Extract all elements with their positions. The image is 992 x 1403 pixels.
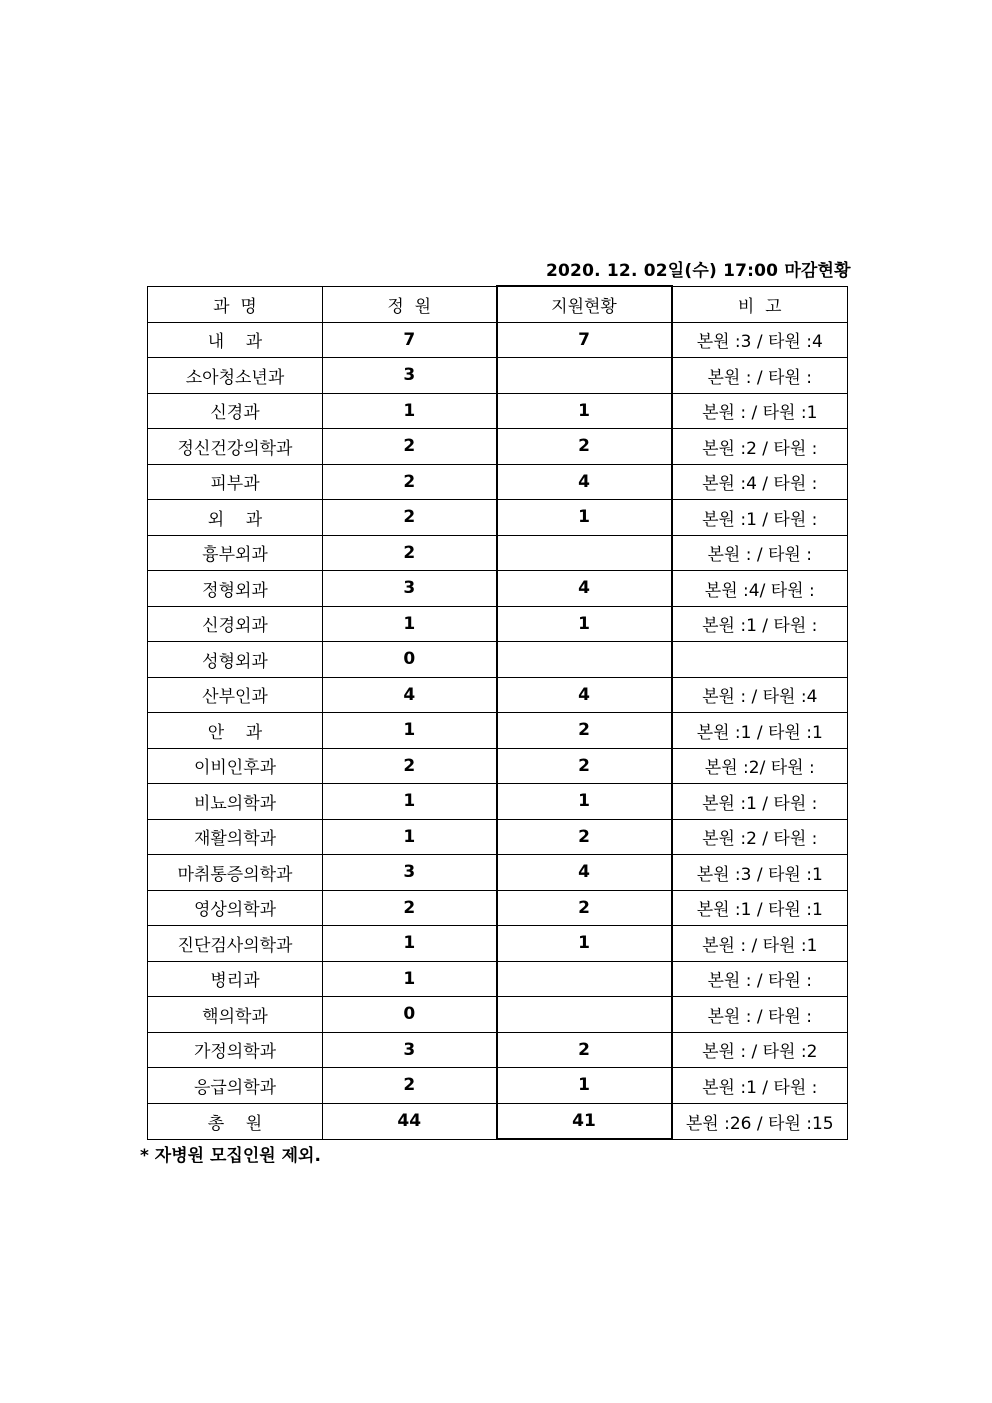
- cell-note: 본원 :3 / 타원 :1: [672, 855, 848, 891]
- cell-quota: 44: [323, 1103, 497, 1139]
- cell-applied: 2: [497, 819, 672, 855]
- table-row: [148, 642, 848, 678]
- table-row: [148, 606, 848, 642]
- cell-quota: 1: [323, 961, 497, 997]
- cell-quota: 2: [323, 1068, 497, 1104]
- cell-quota: 2: [323, 500, 497, 536]
- cell-applied: 1: [497, 606, 672, 642]
- cell-department: 병리과: [148, 961, 323, 997]
- cell-note: 본원 :3 / 타원 :4: [672, 322, 848, 358]
- cell-applied: 4: [497, 464, 672, 500]
- cell-department: 산부인과: [148, 677, 323, 713]
- cell-applied: 2: [497, 429, 672, 465]
- cell-applied: 1: [497, 926, 672, 962]
- cell-department: 이비인후과: [148, 748, 323, 784]
- table-row: [148, 926, 848, 962]
- cell-quota: 3: [323, 1032, 497, 1068]
- cell-department: 흉부외과: [148, 535, 323, 571]
- cell-note: 본원 :1 / 타원 :1: [672, 890, 848, 926]
- cell-quota: 3: [323, 571, 497, 607]
- cell-quota: 1: [323, 606, 497, 642]
- column-header-quota: 정 원: [323, 286, 497, 322]
- table-row: [148, 890, 848, 926]
- table-row: [148, 961, 848, 997]
- table-row: [148, 713, 848, 749]
- cell-applied: 2: [497, 1032, 672, 1068]
- cell-applied: [497, 961, 672, 997]
- cell-quota: 2: [323, 429, 497, 465]
- cell-note: 본원 : / 타원 :: [672, 961, 848, 997]
- cell-department: 정형외과: [148, 571, 323, 607]
- cell-quota: 1: [323, 926, 497, 962]
- table-row: [148, 358, 848, 394]
- cell-quota: 2: [323, 464, 497, 500]
- cell-department: 피부과: [148, 464, 323, 500]
- cell-quota: 1: [323, 819, 497, 855]
- cell-applied: 2: [497, 890, 672, 926]
- cell-department: 내 과: [148, 322, 323, 358]
- table-row: [148, 464, 848, 500]
- cell-note: 본원 : / 타원 :2: [672, 1032, 848, 1068]
- cell-quota: 1: [323, 713, 497, 749]
- cell-department: 성형외과: [148, 642, 323, 678]
- cell-applied: 1: [497, 500, 672, 536]
- cell-department: 안 과: [148, 713, 323, 749]
- table-row: [148, 429, 848, 465]
- cell-quota: 3: [323, 855, 497, 891]
- cell-department: 총 원: [148, 1103, 323, 1139]
- footnote: * 자병원 모집인원 제외.: [140, 1146, 321, 1166]
- cell-note: 본원 :2 / 타원 :: [672, 819, 848, 855]
- cell-note: 본원 :2/ 타원 :: [672, 748, 848, 784]
- cell-note: 본원 : / 타원 :: [672, 358, 848, 394]
- cell-quota: 1: [323, 784, 497, 820]
- cell-department: 핵의학과: [148, 997, 323, 1033]
- table-row: [148, 748, 848, 784]
- cell-quota: 1: [323, 393, 497, 429]
- cell-quota: 2: [323, 890, 497, 926]
- cell-applied: [497, 535, 672, 571]
- cell-applied: 2: [497, 713, 672, 749]
- cell-department: 재활의학과: [148, 819, 323, 855]
- cell-note: 본원 :4 / 타원 :: [672, 464, 848, 500]
- cell-applied: [497, 358, 672, 394]
- table-row: [148, 1103, 848, 1139]
- cell-note: 본원 : / 타원 :1: [672, 393, 848, 429]
- table-row: [148, 997, 848, 1033]
- table-row: [148, 1032, 848, 1068]
- cell-note: 본원 :1 / 타원 :: [672, 784, 848, 820]
- table-body: [148, 322, 848, 1139]
- cell-quota: 7: [323, 322, 497, 358]
- cell-department: 영상의학과: [148, 890, 323, 926]
- cell-department: 마취통증의학과: [148, 855, 323, 891]
- cell-applied: 7: [497, 322, 672, 358]
- status-date-heading: 2020. 12. 02일(수) 17:00 마감현황: [546, 261, 851, 281]
- cell-quota: 2: [323, 748, 497, 784]
- column-header-note: 비 고: [672, 286, 848, 322]
- table-row: [148, 535, 848, 571]
- cell-department: 외 과: [148, 500, 323, 536]
- cell-department: 신경과: [148, 393, 323, 429]
- cell-applied: 4: [497, 571, 672, 607]
- cell-quota: 3: [323, 358, 497, 394]
- cell-quota: 0: [323, 997, 497, 1033]
- cell-department: 정신건강의학과: [148, 429, 323, 465]
- cell-quota: 0: [323, 642, 497, 678]
- cell-note: 본원 :2 / 타원 :: [672, 429, 848, 465]
- column-header-department: 과 명: [148, 286, 323, 322]
- cell-note: 본원 :4/ 타원 :: [672, 571, 848, 607]
- cell-applied: [497, 642, 672, 678]
- cell-note: 본원 : / 타원 :4: [672, 677, 848, 713]
- cell-quota: 2: [323, 535, 497, 571]
- cell-note: 본원 : / 타원 :1: [672, 926, 848, 962]
- cell-applied: 4: [497, 855, 672, 891]
- cell-applied: 4: [497, 677, 672, 713]
- table-row: [148, 855, 848, 891]
- table-header-row: [148, 286, 848, 322]
- cell-note: [672, 642, 848, 678]
- cell-note: 본원 :26 / 타원 :15: [672, 1103, 848, 1139]
- cell-applied: 2: [497, 748, 672, 784]
- cell-applied: 41: [497, 1103, 672, 1139]
- cell-department: 신경외과: [148, 606, 323, 642]
- cell-note: 본원 :1 / 타원 :: [672, 1068, 848, 1104]
- table-row: [148, 819, 848, 855]
- table-row: [148, 571, 848, 607]
- cell-department: 응급의학과: [148, 1068, 323, 1104]
- cell-department: 가정의학과: [148, 1032, 323, 1068]
- table-row: [148, 677, 848, 713]
- cell-quota: 4: [323, 677, 497, 713]
- table-row: [148, 500, 848, 536]
- cell-applied: 1: [497, 393, 672, 429]
- cell-department: 비뇨의학과: [148, 784, 323, 820]
- cell-note: 본원 :1 / 타원 :: [672, 500, 848, 536]
- cell-applied: 1: [497, 784, 672, 820]
- table-row: [148, 393, 848, 429]
- cell-note: 본원 : / 타원 :: [672, 997, 848, 1033]
- cell-applied: 1: [497, 1068, 672, 1104]
- cell-department: 진단검사의학과: [148, 926, 323, 962]
- cell-note: 본원 :1 / 타원 :1: [672, 713, 848, 749]
- table-row: [148, 784, 848, 820]
- table-row: [148, 322, 848, 358]
- table-row: [148, 1068, 848, 1104]
- column-header-applied: 지원현황: [497, 286, 672, 322]
- recruitment-status-table: [147, 285, 848, 1140]
- cell-applied: [497, 997, 672, 1033]
- cell-note: 본원 :1 / 타원 :: [672, 606, 848, 642]
- cell-department: 소아청소년과: [148, 358, 323, 394]
- cell-note: 본원 : / 타원 :: [672, 535, 848, 571]
